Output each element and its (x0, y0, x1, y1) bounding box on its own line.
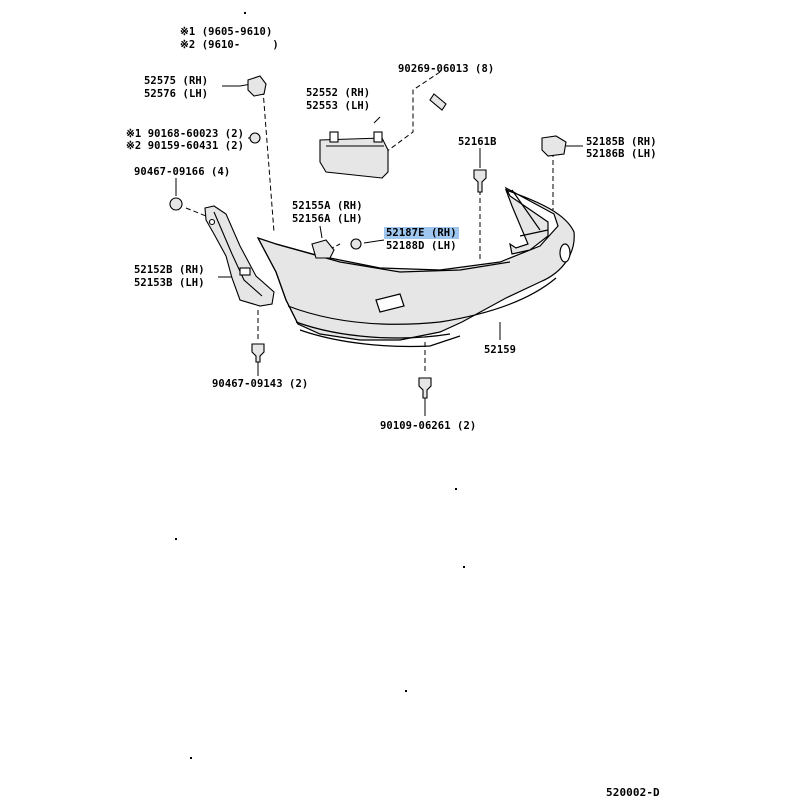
label-52185: 52185B (RH) (586, 136, 657, 148)
leader-90467a-dashed (186, 208, 206, 216)
bolt-90109 (419, 378, 431, 398)
piece-52552 (320, 132, 388, 178)
bracket-52185 (542, 136, 566, 156)
label-52187 (386, 227, 459, 239)
leader-52575-dashed (263, 90, 274, 232)
bracket-52575 (248, 76, 266, 96)
clip-52187 (351, 239, 361, 249)
label-52552: 52552 (RH) (306, 87, 371, 99)
speck (244, 12, 246, 14)
speck (455, 488, 457, 490)
label-52575: 52575 (RH) (144, 75, 209, 87)
speck (405, 690, 407, 692)
bracket-52155 (312, 240, 334, 258)
label-52186: 52186B (LH) (586, 148, 657, 160)
label-52188: 52188D (LH) (386, 240, 457, 252)
speck (175, 538, 177, 540)
screw-90168 (250, 133, 260, 143)
leader-52187 (364, 240, 384, 243)
leader-52155 (320, 226, 322, 238)
label-52553: 52553 (LH) (306, 100, 371, 112)
label-52156: 52156A (LH) (292, 213, 363, 225)
speck (190, 757, 192, 759)
bolt-52161 (474, 170, 486, 192)
label-90467-09166: 90467-09166 (4) (134, 166, 231, 178)
label-52152: 52152B (RH) (134, 264, 205, 276)
label-52155: 52155A (RH) (292, 200, 363, 212)
leader-90269 (386, 72, 440, 152)
label-52187-highlight: 52187E (RH) (386, 227, 457, 239)
label-90467-09143: 90467-09143 (2) (212, 378, 309, 390)
legend-note-1: ※1 (9605-9610) (180, 26, 273, 38)
label-52576: 52576 (LH) (144, 88, 209, 100)
label-90168: ※1 90168-60023 (2) (126, 128, 245, 140)
retainer-52152 (205, 206, 274, 306)
clip-90467a (170, 198, 182, 210)
leader-52552 (374, 117, 380, 123)
screw-90269 (430, 94, 446, 110)
speck (463, 566, 465, 568)
label-52161: 52161B (458, 136, 497, 148)
label-90269: 90269-06013 (8) (398, 63, 495, 75)
label-90159: ※2 90159-60431 (2) (126, 140, 245, 152)
bolt-90467b (252, 344, 264, 362)
figure-code: 520002-D (606, 786, 660, 799)
legend-note-2: ※2 (9610- ) (180, 39, 279, 51)
label-52153: 52153B (LH) (134, 277, 205, 289)
label-52159: 52159 (484, 344, 517, 356)
label-90109: 90109-06261 (2) (380, 420, 477, 432)
